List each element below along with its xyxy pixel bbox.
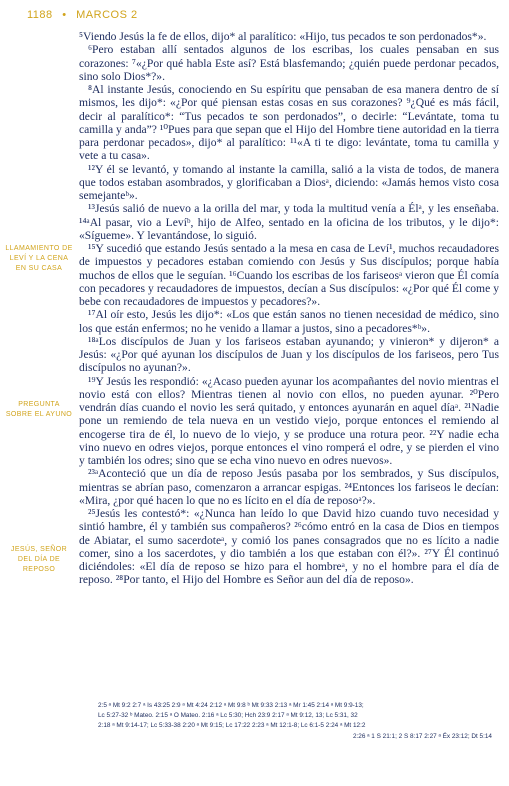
footnote-line: 2:18 ᵃ Mt 9:14-17; Lc 5:33-38 2:20 ᵃ Mt 9:15; Lc 17:22 2:23 ᵃ Mt 12:1-8; Lc 6:1-5 2:24 ᵃ Mt 12:2 xyxy=(98,722,366,730)
section-heading-levi: LLAMAMIENTO DE LEVÍ Y LA CENA EN SU CASA xyxy=(5,245,73,272)
verse-paragraph: ¹²Y él se levantó, y tomando al instante la camilla, salió a la vista de todos, de manera que todos estaban asombrados, y glorificaban a Diosᵃ, diciendo: «Jamás hemos visto cosa semejanteᵇ». xyxy=(79,162,499,202)
verse-paragraph: ⁸Al instante Jesús, conociendo en Su espíritu que pensaban de esa manera dentro de sí mismos, les dijo*: «¿Por qué piensan estas cosas en sus corazones? ⁹¿Qué es más fácil, decir al paralítico*: “Tus pecados te son perdonados”, o decirle: “Levántate, toma tu camilla y anda”? ¹⁰Pues para que sepan que el Hijo del Hombre tiene autoridad en la tierra para perdonar pecados», dijo* al paralítico: ¹¹«A ti te digo: levántate, toma tu camilla y vete a tu casa». xyxy=(79,83,499,163)
verse-paragraph: ¹⁷Al oír esto, Jesús les dijo*: «Los que están sanos no tienen necesidad de médico, sino los que están enfermos; no he venido a llamar a justos, sino a pecadores*ᵇ». xyxy=(79,308,499,335)
footnote-line: 2:5 ᵃ Mt 9:2 2:7 ᵃ Is 43:25 2:9 ᵃ Mt 4:24 2:12 ᵃ Mt 9:8 ᵇ Mt 9:33 2:13 ᵃ Mr 1:45 2:14 ᵃ Mt 9:9-13; xyxy=(98,702,364,709)
section-heading-dia-reposo: JESÚS, SEÑOR DEL DÍA DE REPOSO xyxy=(10,546,68,573)
verse-paragraph: ²³ᵃAconteció que un día de reposo Jesús pasaba por los sembrados, y Sus discípulos, mientras se abrían paso, comenzaron a arrancar espigas. ²⁴Entonces los fariseos le decían: «Mira, ¿por qué hacen lo que no es lícito en el día de reposoᵃ?». xyxy=(79,467,499,507)
book-title: MARCOS 2 xyxy=(76,9,138,21)
footnote-line: 2:26 ᵃ 1 S 21:1; 2 S 8:17 2:27 ᵃ Éx 23:12; Dt 5:14 xyxy=(352,732,492,740)
verse-paragraph: ¹⁵Y sucedió que estando Jesús sentado a la mesa en casa de Leví¹, muchos recaudadores de impuestos y pecadores estaban comiendo con Jesús y Sus discípulos; porque había muchos de ellos que le seguían. ¹⁶Cuando los escribas de los fariseosᵃ vieron que Él comía con pecadores y recaudadores de impuestos, decían a Sus discípulos: «¿Por qué Él come y bebe con recaudadores de impuestos y pecadores?». xyxy=(79,242,499,308)
verse-paragraph: ²⁵Jesús les contestó*: «¿Nunca han leído lo que David hizo cuando tuvo necesidad y sintió hambre, él y también sus compañeros? ²⁶cómo entró en la casa de Dios en tiempos de Abiatar, el sumo sacerdoteᵃ, y comió los panes consagrados que no es lícito a nadie comer, sino a los sacerdotes, y dio también a los que estaban con él?». ²⁷Y Él continuó diciéndoles: «El día de reposo se hizo para el hombreᵃ, y no el hombre para el día de reposo. ²⁸Por tanto, el Hijo del Hombre es Señor aun del día de reposo». xyxy=(79,507,499,587)
header-separator: • xyxy=(62,9,67,21)
cross-references xyxy=(98,701,492,742)
page-number: 1188 xyxy=(27,9,53,21)
verse-paragraph: ⁶Pero estaban allí sentados algunos de los escribas, los cuales pensaban en sus corazones: ⁷«¿Por qué habla Este así? Está blasfemando; ¿quién puede perdonar pecados, sino solo Dios*?». xyxy=(79,43,499,83)
scripture-text xyxy=(79,30,499,587)
footnote-line: Lc 5:27-32 ᵇ Mateo. 2:15 ᵃ O Mateo. 2:16 ᵃ Lc 5:30; Hch 23:9 2:17 ᵃ Mt 9:12, 13; Lc 5:31, 32 xyxy=(98,712,358,720)
verse-paragraph: ⁵Viendo Jesús la fe de ellos, dijo* al paralítico: «Hijo, tus pecados te son perdonados*». xyxy=(79,30,487,43)
verse-paragraph: ¹³Jesús salió de nuevo a la orilla del mar, y toda la multitud venía a Élᵃ, y les enseñaba. ¹⁴ᵃAl pasar, vio a Levíᵇ, hijo de Alfeo, sentado en la oficina de los tributos, y le dijo*: «Sígueme». Y levantándose, lo siguió. xyxy=(79,202,499,242)
section-heading-ayuno: PREGUNTA SOBRE EL AYUNO xyxy=(5,401,73,418)
verse-paragraph: ¹⁹Y Jesús les respondió: «¿Acaso pueden ayunar los acompañantes del novio mientras el novio está con ellos? Mientras tienen al novio con ellos, no pueden ayunar. ²⁰Pero vendrán días cuando el novio les será quitado, y entonces ayunarán en aquel díaᵃ. ²¹Nadie pone un remiendo de tela nueva en un vestido viejo, porque entonces el remiendo al encogerse tira de él, lo nuevo de lo viejo, y se produce una rotura peor. ²²Y nadie echa vino nuevo en odres viejos, porque entonces el vino romperá el odre, y se pierden el vino y también los odres; sino que se echa vino nuevo en odres nuevos». xyxy=(79,374,499,467)
verse-paragraph: ¹⁸ᵃLos discípulos de Juan y los fariseos estaban ayunando; y vinieron* y dijeron* a Jesús: «¿Por qué ayunan los discípulos de Juan y los discípulos de los fariseos, pero Tus discípulos no ayunan?». xyxy=(79,334,499,375)
page-header xyxy=(27,9,144,21)
